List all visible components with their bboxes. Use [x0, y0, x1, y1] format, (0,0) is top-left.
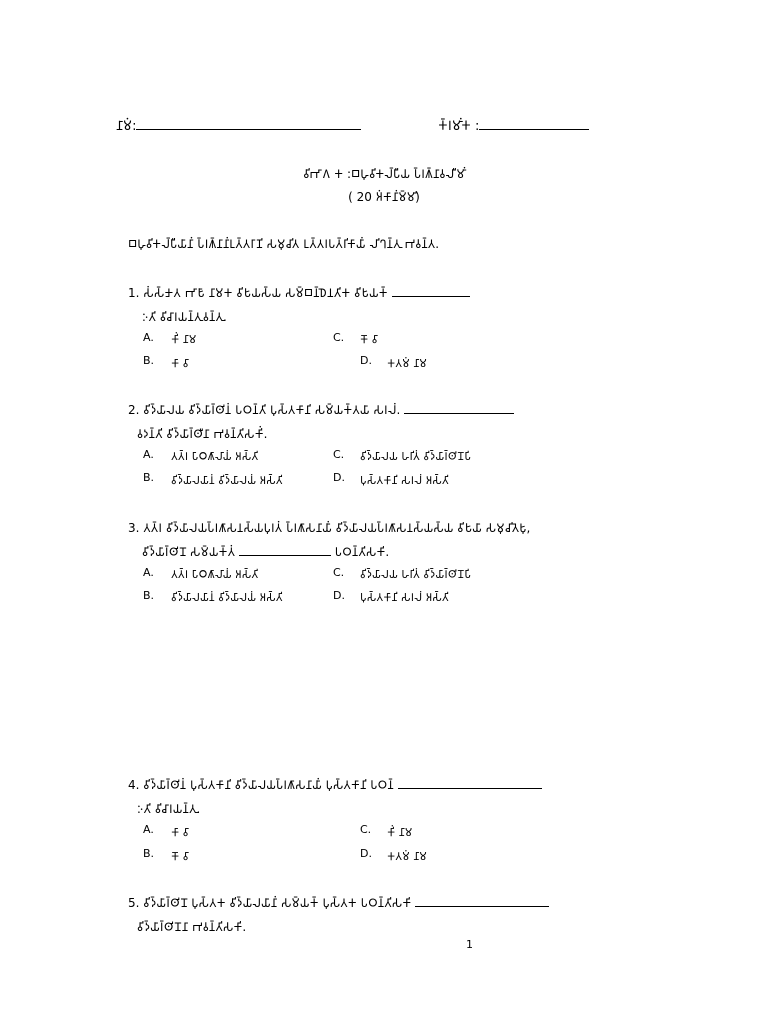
answer-blank-line[interactable]	[398, 776, 542, 789]
answer-blank-line[interactable]	[415, 894, 549, 907]
question-text: 𑀢𑀢𑁆𑀭 𑀯𑀺𑀤𑁆𑀬𑀸𑀮𑀬𑀧𑁆𑀭𑀰𑀸𑀲𑀦𑀲𑁆𑀬𑀧𑀼𑀭𑀢𑀁 𑀧𑁆𑀭𑀰𑀸𑀲𑀦𑀸𑀬𑀸𑀁 𑀯𑀺𑀤𑁆𑀬𑀸𑀮𑀬𑀧𑁆𑀭𑀰𑀸𑀲𑀦𑀲𑁆𑀬𑀲𑁆𑀬 𑀯𑀺𑀱𑀬𑀸 𑀲𑀫𑀼𑀘𑀺𑀢𑁂𑀱𑀼,	[143, 521, 531, 535]
option-a-text[interactable]: 𑀢𑀢𑁆𑀭 𑀧𑀸𑀞𑀰𑀸𑀮𑀸𑀬𑀁 𑀅𑀲𑁆𑀢𑀺	[171, 568, 259, 581]
question-number: 5.	[128, 896, 140, 910]
roll-number-label: 𑀓𑁆𑀭𑀫𑀸𑀁𑀓 :	[438, 119, 480, 134]
option-c-text[interactable]: 𑀓𑁄 𑀯𑀸	[360, 333, 378, 346]
option-d-text[interactable]: 𑀧𑀼𑀲𑁆𑀢𑀓𑀸𑀦𑀺 𑀲𑀭𑀮𑀁 𑀅𑀲𑁆𑀢𑀺	[360, 591, 449, 604]
question-number: 2.	[128, 403, 140, 417]
question-1-line-1	[128, 284, 470, 301]
option-c-letter: C.	[333, 566, 345, 579]
option-c-letter: C.	[333, 448, 345, 461]
option-a-letter: A.	[143, 823, 154, 836]
option-d-letter: D.	[360, 847, 372, 860]
option-c-text[interactable]: 𑀓𑀺𑀁 𑀦𑀸𑀫	[387, 826, 413, 839]
section-marks: ( 20 𑀅𑀁𑀓𑀸𑀦𑀸𑀁𑀫𑁆𑀫𑀺)	[348, 190, 420, 204]
option-d-text[interactable]: 𑀓𑀢𑀫𑀁 𑀦𑀸𑀫	[387, 850, 427, 863]
roll-number-blank-line[interactable]	[479, 117, 589, 130]
option-a-text[interactable]: 𑀓𑀸 𑀯𑀸	[171, 826, 189, 839]
name-blank-line[interactable]	[136, 117, 361, 130]
option-a-letter: A.	[143, 566, 154, 579]
option-c-text[interactable]: 𑀯𑀺𑀤𑁆𑀬𑀸𑀮𑀬 𑀳𑀭𑀺𑀢𑀁 𑀯𑀺𑀤𑁆𑀬𑀸𑀭𑁆𑀣𑀺𑀦𑁄𑀧𑀺	[360, 450, 472, 463]
question-text-end: 𑀧𑀞𑀦𑁆𑀢𑀺𑀲𑀓𑀺.	[334, 545, 390, 559]
question-2-line-1	[128, 401, 514, 418]
question-text: 𑀯𑀺𑀤𑁆𑀬𑀸𑀭𑁆𑀣𑀺𑀦𑀁 𑀧𑀼𑀲𑁆𑀢𑀓𑀸𑀦𑀺 𑀯𑀺𑀤𑁆𑀬𑀸𑀮𑀬𑀧𑁆𑀭𑀰𑀸𑀲𑀦𑀸𑀬𑀸𑀁 𑀧𑀼𑀲𑁆𑀢𑀓𑀸𑀦𑀺 𑀧𑀞𑀦𑁆	[143, 778, 394, 792]
option-b-letter: B.	[143, 471, 155, 484]
question-5-line-1	[128, 894, 549, 911]
question-number: 1.	[128, 286, 140, 300]
question-4-line-1	[128, 776, 542, 793]
question-text: 𑀯𑀺𑀤𑁆𑀬𑀸𑀭𑁆𑀣𑀺𑀦𑁄 𑀧𑀼𑀲𑁆𑀢𑀓 𑀯𑀺𑀤𑁆𑀬𑀸𑀮𑀬𑀸𑀦𑀸𑀁 𑀲𑀫𑁆𑀬𑀓𑁆 𑀧𑀼𑀲𑁆𑀢𑀓 𑀧𑀞𑀦𑁆𑀢𑀺𑀲𑀓𑀺	[143, 896, 412, 910]
question-number: 4.	[128, 778, 140, 792]
option-b-letter: B.	[143, 354, 155, 367]
option-d-text[interactable]: 𑀧𑀼𑀲𑁆𑀢𑀓𑀸𑀦𑀺 𑀲𑀭𑀮𑀁 𑀅𑀲𑁆𑀢𑀺	[360, 474, 449, 487]
question-3-line-1	[128, 519, 530, 536]
option-a-text[interactable]: 𑀓𑀺𑀁 𑀦𑀸𑀫	[171, 333, 197, 346]
name-label: 𑀦𑀸𑀫𑀁:	[116, 119, 137, 134]
option-b-text[interactable]: 𑀯𑀺𑀤𑁆𑀬𑀸𑀮𑀬𑀸𑀦𑀁 𑀯𑀺𑀤𑁆𑀬𑀸𑀮𑀬𑀁 𑀅𑀲𑁆𑀢𑀺	[171, 474, 283, 487]
question-text: 𑀯𑀺𑀤𑁆𑀬𑀸𑀮𑀬 𑀯𑀺𑀤𑁆𑀬𑀸𑀭𑁆𑀣𑀺𑀦𑀁 𑀧𑀞𑀦𑁆𑀢𑀺 𑀧𑀼𑀲𑁆𑀢𑀓𑀸𑀦𑀺 𑀲𑀫𑁆𑀬𑀓𑁆𑀢𑀬𑀸 𑀲𑀭𑀮𑀁.	[143, 403, 401, 417]
option-d-text[interactable]: 𑀓𑀢𑀫𑀁 𑀦𑀸𑀫	[387, 357, 427, 370]
answer-blank-line[interactable]	[404, 401, 514, 414]
question-2-line-2: 𑀯𑀤𑀦𑁆𑀢𑀺 𑀯𑀺𑀤𑁆𑀬𑀸𑀭𑁆𑀣𑀻𑀦𑀸 𑀪𑀯𑀦𑁆𑀢𑀺𑀲𑀓𑀺𑀁.	[137, 427, 268, 441]
question-number: 3.	[128, 521, 140, 535]
section-title: 𑀯𑀺𑀪𑀸𑀕 𑀓 :𑀩𑀳𑀼𑀯𑀺𑀓𑀮𑁆𑀧𑀻𑀬 𑀧𑁆𑀭𑀰𑁆𑀦𑀸𑀯𑀮𑀻𑀫𑀸𑀁	[303, 167, 465, 181]
option-c-letter: C.	[360, 823, 372, 836]
question-4-line-2: 𑀇𑀢𑀺 𑀯𑀺𑀘𑀸𑀭𑀬𑀦𑁆𑀢𑀼.	[137, 802, 201, 816]
question-3-line-2	[142, 543, 389, 560]
roll-number-field	[438, 116, 589, 134]
question-text: 𑀯𑀺𑀤𑁆𑀬𑀸𑀭𑁆𑀣𑀺𑀦𑁄 𑀲𑀫𑁆𑀬𑀓𑁆𑀢𑀁	[142, 545, 236, 559]
option-a-letter: A.	[143, 448, 154, 461]
option-b-text[interactable]: 𑀓𑁄 𑀯𑀸	[171, 850, 189, 863]
answer-blank-line[interactable]	[239, 543, 331, 556]
option-c-text[interactable]: 𑀯𑀺𑀤𑁆𑀬𑀸𑀮𑀬 𑀳𑀭𑀺𑀢𑀁 𑀯𑀺𑀤𑁆𑀬𑀸𑀭𑁆𑀣𑀺𑀦𑁄𑀧𑀺	[360, 568, 472, 581]
option-a-letter: A.	[143, 331, 154, 344]
option-b-letter: B.	[143, 847, 155, 860]
option-d-letter: D.	[333, 589, 345, 602]
option-d-letter: D.	[360, 354, 372, 367]
question-text: 𑀲𑀁𑀲𑁆𑀓𑀾𑀢 𑀪𑀸𑀱𑀸 𑀦𑀸𑀫𑀓 𑀯𑀺𑀱𑀬𑀲𑁆𑀬 𑀲𑀫𑁆𑀩𑀦𑁆𑀥𑁂𑀦𑀾𑀢𑀺𑀓 𑀯𑀺𑀱𑀬𑀓𑁆	[143, 286, 388, 300]
option-c-letter: C.	[333, 331, 345, 344]
option-b-text[interactable]: 𑀯𑀺𑀤𑁆𑀬𑀸𑀮𑀬𑀸𑀦𑀁 𑀯𑀺𑀤𑁆𑀬𑀸𑀮𑀬𑀁 𑀅𑀲𑁆𑀢𑀺	[171, 591, 283, 604]
option-b-text[interactable]: 𑀓𑀸 𑀯𑀸	[171, 357, 189, 370]
name-field	[116, 116, 361, 134]
instruction-text: 𑀩𑀳𑀼𑀯𑀺𑀓𑀮𑁆𑀧𑀻𑀬𑀸𑀦𑀸𑀁 𑀧𑁆𑀭𑀰𑁆𑀦𑀸𑀦𑀸𑀁𑀉𑀢𑁆𑀢𑀭𑀸𑀡𑀺 𑀲𑀫𑀼𑀘𑀺𑀢 𑀉𑀢𑁆𑀢𑀭𑀧𑀢𑁆𑀭𑀺𑀓𑀸𑀬𑀸𑀁 𑀮𑀺𑀔𑀦𑁆𑀢𑀼 𑀪𑀯𑀦𑁆𑀢.	[128, 237, 440, 251]
option-a-text[interactable]: 𑀢𑀢𑁆𑀭 𑀧𑀸𑀞𑀰𑀸𑀮𑀸𑀬𑀁 𑀅𑀲𑁆𑀢𑀺	[171, 450, 259, 463]
page-number: 1	[466, 938, 473, 951]
question-1-line-2: 𑀇𑀢𑀺 𑀯𑀺𑀘𑀸𑀭𑀬𑀦𑁆𑀢𑀼𑀯𑀦𑁆𑀢𑀼.	[142, 310, 227, 324]
answer-blank-line[interactable]	[392, 284, 470, 297]
option-d-letter: D.	[333, 471, 345, 484]
option-b-letter: B.	[143, 589, 155, 602]
question-5-line-2: 𑀯𑀺𑀤𑁆𑀬𑀸𑀭𑁆𑀣𑀺𑀦𑁄𑀦𑀸 𑀪𑀯𑀦𑁆𑀢𑀺𑀲𑀓𑀺.	[137, 920, 247, 934]
